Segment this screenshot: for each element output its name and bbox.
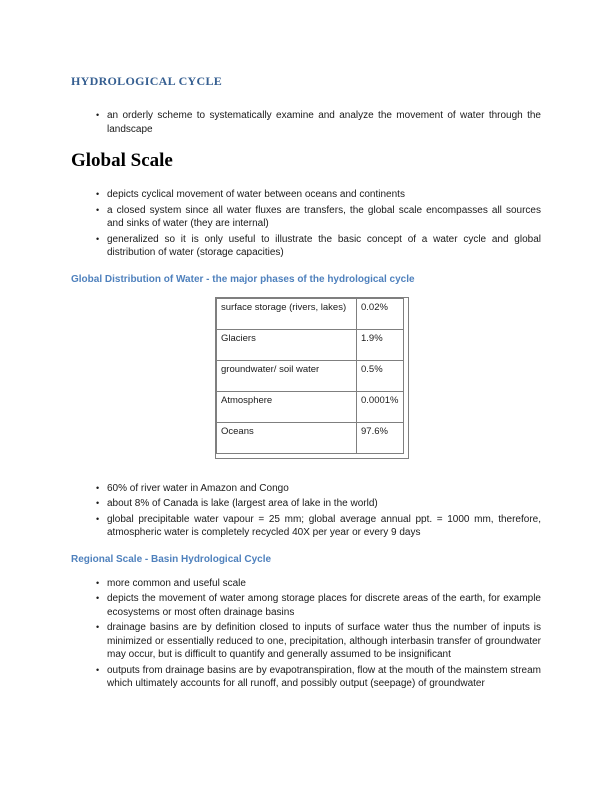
- global-scale-heading: Global Scale: [71, 150, 173, 171]
- bullet-icon: •: [96, 622, 100, 632]
- global-scale-bullet-list: [71, 188, 541, 260]
- table-cell-label: Glaciers: [217, 329, 357, 360]
- bullet-text: a closed system since all water fluxes are transfers, the global scale encompasses all sources and sinks of water (they are internal): [107, 204, 541, 229]
- bullet-icon: •: [96, 482, 100, 493]
- table-cell-value: 0.02%: [357, 298, 404, 329]
- bullet-icon: •: [96, 189, 100, 199]
- list-item: [71, 592, 541, 619]
- table-cell-label: Atmosphere: [217, 391, 357, 422]
- bullet-icon: •: [96, 498, 100, 508]
- bullet-icon: •: [96, 233, 100, 244]
- table-row: [217, 391, 404, 422]
- bullet-icon: •: [96, 664, 100, 675]
- table-cell-value: 0.5%: [357, 360, 404, 391]
- table-row: [217, 422, 404, 453]
- bullet-icon: •: [96, 593, 100, 603]
- bullet-text: outputs from drainage basins are by evapotranspiration, flow at the mouth of the mainstem stream which ultimately accounts for all runoff, and possibly output (seepage) of groundwater: [107, 664, 541, 689]
- bullet-text: global precipitable water vapour = 25 mm; global average annual ppt. = 1000 mm, therefore, atmospheric water is completely recycled 40X per year or every 9 days: [107, 513, 541, 538]
- list-item: [71, 482, 541, 496]
- distribution-heading: Global Distribution of Water - the major phases of the hydrological cycle: [71, 273, 415, 285]
- list-item: [71, 513, 541, 540]
- bullet-icon: •: [96, 577, 100, 588]
- table-row: [217, 298, 404, 329]
- document-title: HYDROLOGICAL CYCLE: [71, 74, 223, 88]
- table-row: [217, 360, 404, 391]
- intro-bullet-list: [71, 109, 541, 136]
- regional-bullet-list: [71, 577, 541, 691]
- bullet-text: drainage basins are by definition closed to inputs of surface water thus the number of inputs is minimized or essentially reduced to one, precipitation, although interbasin transfer of groundwater may occur, but is difficult to quantify and generally assumed to be insignificant: [107, 622, 541, 660]
- list-item: [71, 233, 541, 260]
- list-item: [71, 621, 541, 662]
- bullet-icon: •: [96, 110, 100, 120]
- table-cell-label: groundwater/ soil water: [217, 360, 357, 391]
- bullet-icon: •: [96, 513, 100, 524]
- table-cell-label: surface storage (rivers, lakes): [217, 298, 357, 329]
- list-item: [71, 577, 541, 591]
- bullet-text: an orderly scheme to systematically examine and analyze the movement of water through the landscape: [107, 110, 541, 135]
- bullet-text: depicts the movement of water among storage places for discrete areas of the earth, for example ecosystems or most often drainage basins: [107, 593, 541, 618]
- table-cell-value: 1.9%: [357, 329, 404, 360]
- list-item: [71, 497, 541, 511]
- water-distribution-table: [216, 298, 404, 454]
- list-item: [71, 109, 541, 136]
- regional-heading: Regional Scale - Basin Hydrological Cycle: [71, 553, 272, 565]
- distribution-bullet-list: [71, 482, 541, 540]
- list-item: [71, 204, 541, 231]
- bullet-icon: •: [96, 204, 100, 215]
- table-cell-value: 97.6%: [357, 422, 404, 453]
- bullet-text: generalized so it is only useful to illustrate the basic concept of a water cycle and global distribution of water (storage capacities): [107, 233, 541, 258]
- water-distribution-table-frame: [215, 297, 409, 459]
- list-item: [71, 664, 541, 691]
- table-cell-value: 0.0001%: [357, 391, 404, 422]
- bullet-text: more common and useful scale: [107, 577, 246, 589]
- table-row: [217, 329, 404, 360]
- bullet-text: depicts cyclical movement of water between oceans and continents: [107, 189, 405, 200]
- table-cell-label: Oceans: [217, 422, 357, 453]
- list-item: [71, 188, 541, 202]
- bullet-text: about 8% of Canada is lake (largest area of lake in the world): [107, 498, 378, 509]
- bullet-text: 60% of river water in Amazon and Congo: [107, 482, 289, 494]
